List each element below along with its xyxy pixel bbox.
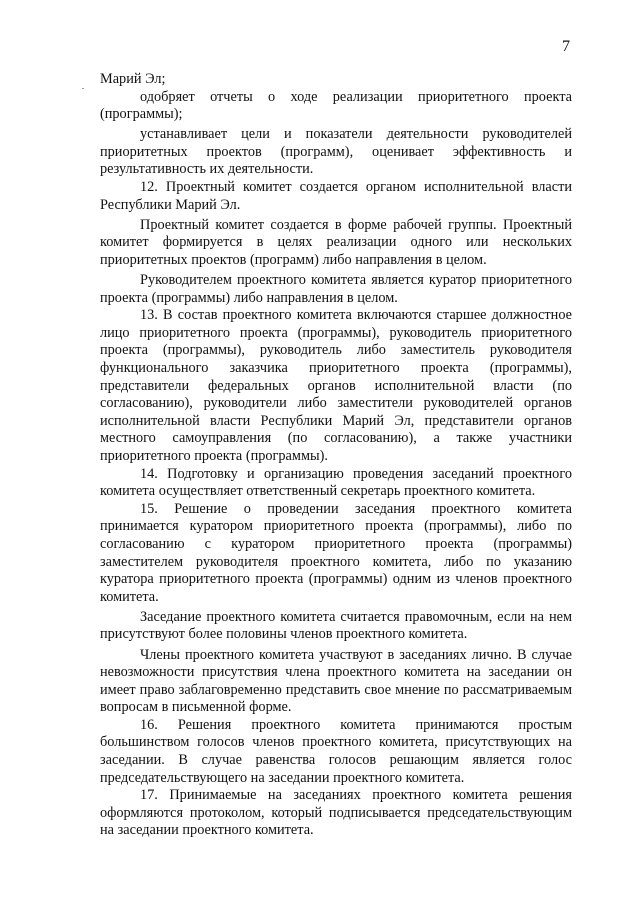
paragraph: устанавливает цели и показатели деятельности руководителей приоритетных проектов (программ), оценивает эффективность и результативность их деятельности. — [100, 126, 572, 178]
document-body — [100, 71, 572, 840]
paragraph-item-17: 17. Принимаемые на заседаниях проектного комитета решения оформляются протоколом, который подписывается председательствующим на заседании проектного комитета. — [100, 787, 572, 839]
paragraph: одобряет отчеты о ходе реализации приоритетного проекта (программы); — [100, 88, 572, 123]
paragraph-item-16: 16. Решения проектного комитета принимаются простым большинством голосов членов проектного комитета, присутствующих на заседании. В случае равенства голосов решающим является голос председательствующего на заседании проектного комитета. — [100, 716, 572, 786]
paragraph: Заседание проектного комитета считается правомочным, если на нем присутствуют более половины членов проектного комитета. — [100, 608, 572, 643]
paragraph: Члены проектного комитета участвуют в заседаниях лично. В случае невозможности присутствия члена проектного комитета на заседании он имеет право заблаговременно представить свое мнение по рассматриваемым вопросам в письменной форме. — [100, 646, 572, 716]
paragraph-continuation: Марий Эл; — [100, 71, 166, 87]
paragraph-item-12: 12. Проектный комитет создается органом исполнительной власти Республики Марий Эл. — [100, 179, 572, 213]
page-number: 7 — [562, 38, 570, 55]
paragraph-item-14: 14. Подготовку и организацию проведения заседаний проектного комитета осуществляет ответственный секретарь проектного комитета. — [100, 465, 572, 500]
paragraph-item-15: 15. Решение о проведении заседания проектного комитета принимается куратором приоритетного проекта (программы), либо по согласованию с куратором приоритетного проекта (программы) заместителем руководителя проектного комитета, либо по указанию куратора приоритетного проекта (программы) одним из членов проектного комитета. — [100, 500, 572, 605]
paragraph: Руководителем проектного комитета является куратор приоритетного проекта (программы) либо направления в целом. — [100, 272, 572, 306]
paragraph-item-13: 13. В состав проектного комитета включаются старшее должностное лицо приоритетного проекта (программы), руководитель приоритетного проекта (программы), руководитель либо заместитель руководителя функционального заказчика приоритетного проекта (программы), представители федеральных органов исполнительной власти (по согласованию), руководители либо заместители руководителей органов исполнительной власти Республики Марий Эл, представители органов местного самоуправления (по согласованию), а также участники приоритетного проекта (программы). — [100, 307, 572, 464]
scan-mark — [82, 88, 84, 89]
paragraph: Проектный комитет создается в форме рабочей группы. Проектный комитет формируется в целях реализации одного или нескольких приоритетных проектов (программ) либо направления в целом. — [100, 216, 572, 268]
